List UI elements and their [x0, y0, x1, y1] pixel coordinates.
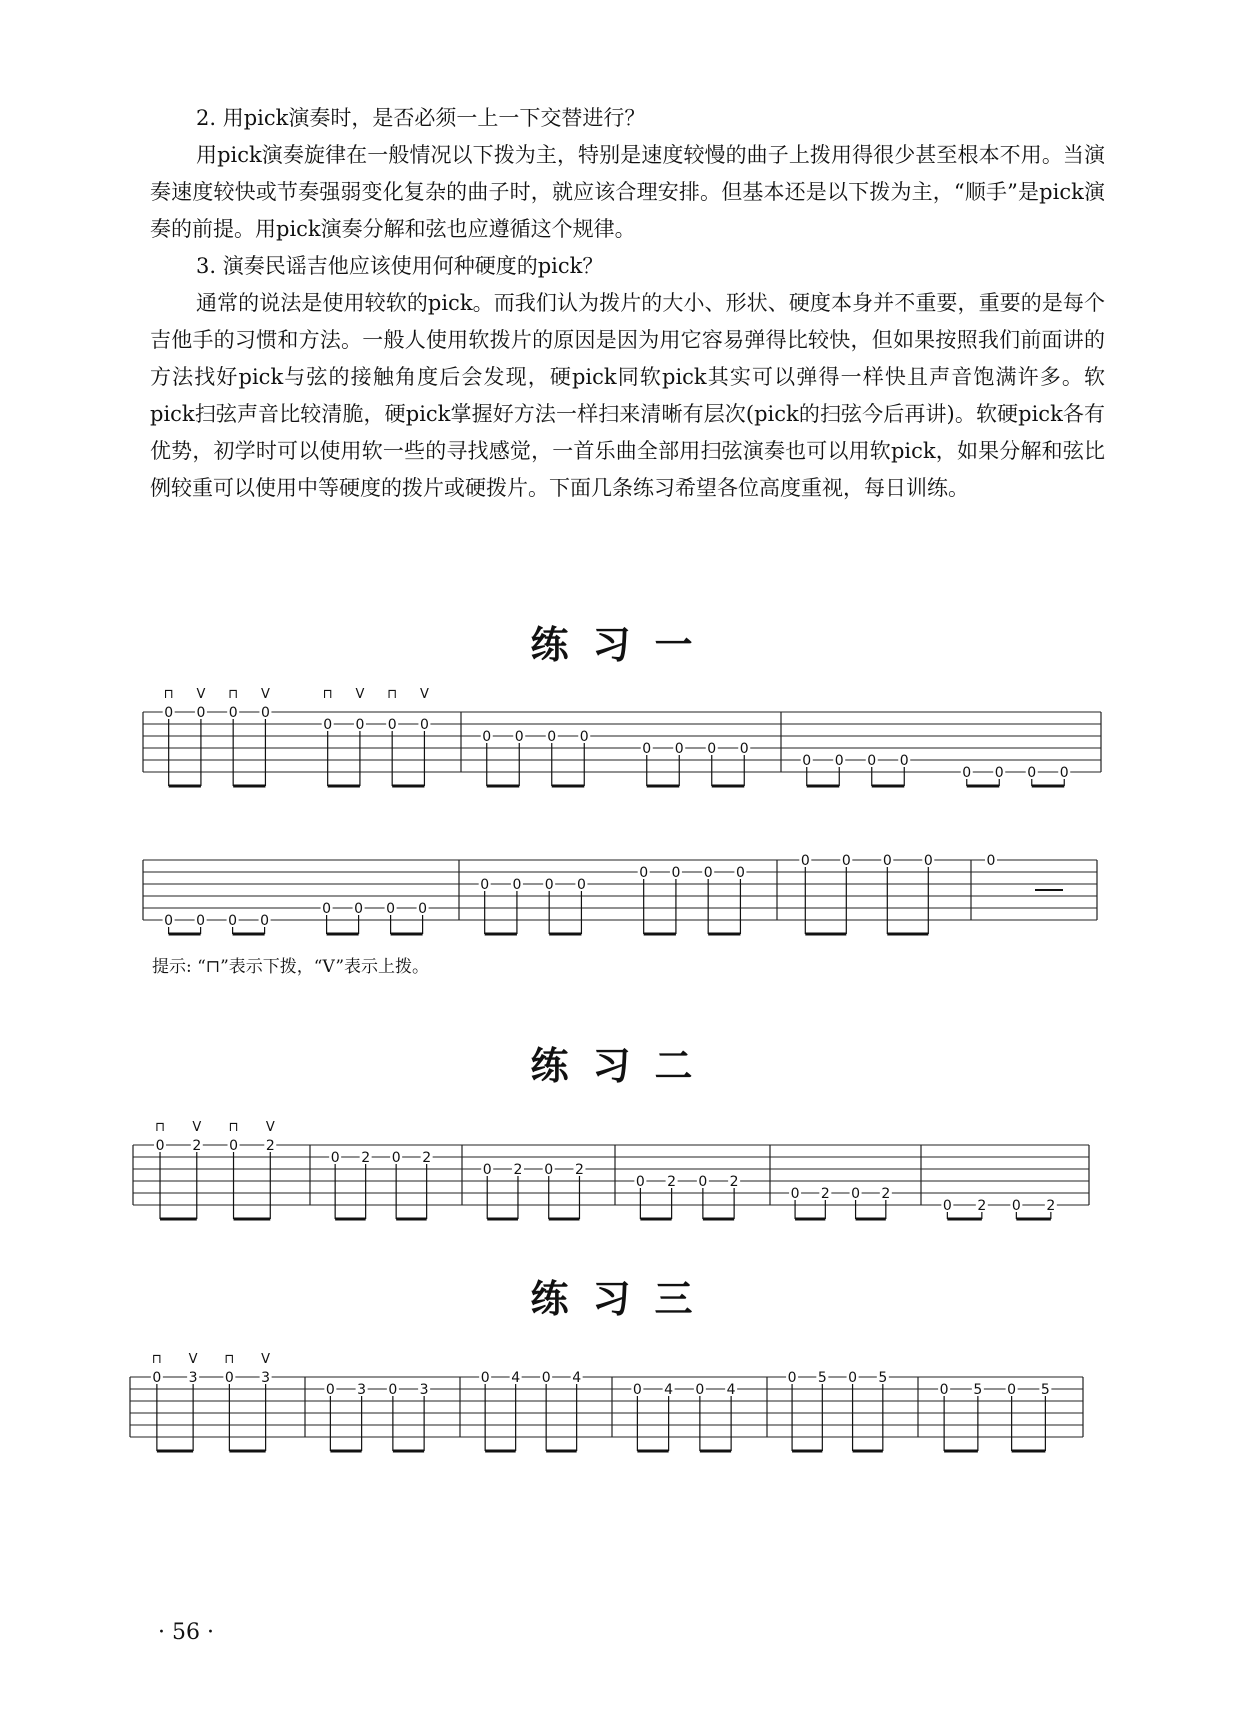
fret-number: 0	[480, 877, 490, 893]
fret-number: 0	[735, 865, 745, 881]
fret-number: 0	[802, 753, 812, 769]
fret-number: 0	[260, 705, 270, 721]
fret-number: 0	[391, 1150, 401, 1166]
exercise-1-title: 练习一	[530, 623, 717, 667]
page-number: · 56 ·	[158, 1620, 214, 1645]
fret-number: 0	[1059, 765, 1069, 781]
fret-number: 0	[787, 1370, 797, 1386]
fret-number: 0	[671, 865, 681, 881]
fret-number: 0	[155, 1138, 165, 1154]
pick-stroke-mark: V	[355, 687, 365, 702]
fret-number: 0	[632, 1382, 642, 1398]
pick-stroke-mark: V	[265, 1120, 275, 1135]
fret-number: 0	[325, 1382, 335, 1398]
pick-stroke-mark: ⊓	[154, 1120, 166, 1135]
fret-number: 3	[357, 1382, 367, 1398]
fret-number: 0	[544, 1162, 554, 1178]
fret-number: 0	[899, 753, 909, 769]
fret-number: 0	[323, 717, 333, 733]
fret-number: 4	[726, 1382, 736, 1398]
fret-number: 0	[986, 853, 996, 869]
fret-number: 0	[228, 913, 238, 929]
fret-number: 4	[664, 1382, 674, 1398]
fret-number: 0	[848, 1370, 858, 1386]
fret-number: 2	[575, 1162, 584, 1178]
fret-number: 0	[164, 705, 174, 721]
exercise-3-title: 练习三	[530, 1277, 717, 1321]
fret-number: 0	[387, 717, 397, 733]
fret-number: 4	[572, 1370, 582, 1386]
fret-number: 2	[265, 1138, 275, 1154]
fret-number: 0	[867, 753, 877, 769]
fret-number: 0	[355, 717, 365, 733]
fret-number: 0	[703, 865, 713, 881]
fret-number: 0	[800, 853, 810, 869]
fret-number: 0	[388, 1382, 398, 1398]
fret-number: 0	[635, 1174, 645, 1190]
fret-number: 0	[512, 877, 522, 893]
fret-number: 0	[923, 853, 933, 869]
fret-number: 0	[224, 1370, 234, 1386]
fret-number: 0	[544, 877, 554, 893]
stroke-hint: 提示: “⊓”表示下拨，“V”表示上拨。	[152, 957, 430, 977]
pick-stroke-mark: ⊓	[322, 687, 333, 702]
fret-number: 0	[882, 853, 892, 869]
fret-number: 0	[196, 705, 206, 721]
fret-number: 0	[707, 741, 717, 757]
fret-number: 0	[576, 877, 586, 893]
question-2: 2. 用pick演奏时，是否必须一上一下交替进行？	[196, 106, 646, 130]
fret-number: 0	[1011, 1198, 1021, 1214]
fret-number: 0	[962, 765, 972, 781]
fret-number: 0	[579, 729, 589, 745]
fret-number: 0	[841, 853, 851, 869]
pick-stroke-mark: ⊓	[387, 687, 398, 702]
fret-number: 0	[939, 1382, 949, 1398]
fret-number: 2	[1046, 1198, 1056, 1214]
fret-number: 3	[188, 1370, 198, 1386]
fret-number: 0	[330, 1150, 340, 1166]
pick-stroke-mark: ⊓	[224, 1352, 235, 1367]
fret-number: 0	[739, 741, 749, 757]
fret-number: 0	[698, 1174, 708, 1190]
fret-number: 0	[228, 705, 238, 721]
fret-number: 0	[322, 901, 332, 917]
pick-stroke-mark: ⊓	[151, 1352, 162, 1367]
fret-number: 2	[667, 1174, 677, 1190]
fret-number: 0	[386, 901, 396, 917]
fret-number: 0	[480, 1370, 490, 1386]
exercise-2-title: 练习二	[530, 1044, 717, 1088]
fret-number: 5	[973, 1382, 983, 1398]
pick-stroke-mark: V	[260, 687, 270, 702]
answer-2: 用pick演奏旋律在一般情况以下拨为主，特别是速度较慢的曲子上拨用得很少甚至根本不用。当演奏速度较快或节奏强弱变化复杂的曲子时，就应该合理安排。但基本还是以下拨为主，“顺手”是pick演奏的前提。用pick演奏分解和弦也应遵循这个规律。	[150, 143, 1105, 241]
fret-number: 0	[851, 1186, 861, 1202]
fret-number: 2	[513, 1162, 523, 1178]
fret-number: 0	[674, 741, 684, 757]
fret-number: 0	[1027, 765, 1037, 781]
pick-stroke-mark: V	[261, 1352, 271, 1367]
fret-number: 0	[942, 1198, 952, 1214]
fret-number: 0	[1007, 1382, 1017, 1398]
fret-number: 0	[482, 1162, 492, 1178]
fret-number: 5	[878, 1370, 888, 1386]
fret-number: 2	[729, 1174, 739, 1190]
fret-number: 0	[260, 913, 270, 929]
fret-number: 0	[790, 1186, 800, 1202]
answer-3: 通常的说法是使用较软的pick。而我们认为拨片的大小、形状、硬度本身并不重要，重要的是每个吉他手的习惯和方法。一般人使用软拨片的原因是因为用它容易弹得比较快，但如果按照我们前面讲的方法找好pick与弦的接触角度后会发现，硬pick同软pick其实可以弹得一样快且声音饱满许多。软pick扫弦声音比较清脆，硬pick掌握好方法一样扫来清晰有层次(pick的扫弦今后再讲)。软硬pick各有优势，初学时可以使用软一些的寻找感觉，一首乐曲全部用扫弦演奏也可以用软pick，如果分解和弦比例较重可以使用中等硬度的拨片或硬拨片。下面几条练习希望各位高度重视，每日训练。	[150, 291, 1105, 500]
question-3: 3. 演奏民谣吉他应该使用何种硬度的pick？	[196, 254, 604, 278]
fret-number: 2	[977, 1198, 987, 1214]
fret-number: 0	[196, 913, 206, 929]
fret-number: 0	[541, 1370, 551, 1386]
fret-number: 0	[354, 901, 364, 917]
fret-number: 3	[261, 1370, 271, 1386]
pick-stroke-mark: V	[192, 1120, 202, 1135]
fret-number: 0	[547, 729, 557, 745]
pick-stroke-mark: V	[188, 1352, 198, 1367]
pick-stroke-mark: V	[419, 687, 429, 702]
fret-number: 5	[1040, 1382, 1050, 1398]
fret-number: 3	[419, 1382, 429, 1398]
fret-number: 2	[881, 1186, 891, 1202]
fret-number: 0	[419, 717, 429, 733]
fret-number: 5	[817, 1370, 827, 1386]
fret-number: 2	[422, 1150, 432, 1166]
fret-number: 4	[511, 1370, 521, 1386]
fret-number: 0	[639, 865, 649, 881]
pick-stroke-mark: ⊓	[228, 1120, 239, 1135]
fret-number: 0	[229, 1138, 238, 1154]
pick-stroke-mark: V	[196, 687, 206, 702]
fret-number: 0	[834, 753, 844, 769]
fret-number: 0	[164, 913, 174, 929]
fret-number: 0	[152, 1370, 162, 1386]
fret-number: 2	[361, 1150, 371, 1166]
fret-number: 0	[418, 901, 428, 917]
pick-stroke-mark: ⊓	[228, 687, 239, 702]
fret-number: 0	[695, 1382, 705, 1398]
fret-number: 0	[642, 741, 652, 757]
fret-number: 2	[192, 1138, 202, 1154]
fret-number: 2	[820, 1186, 830, 1202]
fret-number: 0	[482, 729, 492, 745]
pick-stroke-mark: ⊓	[163, 687, 174, 702]
fret-number: 0	[514, 729, 524, 745]
fret-number: 0	[994, 765, 1004, 781]
